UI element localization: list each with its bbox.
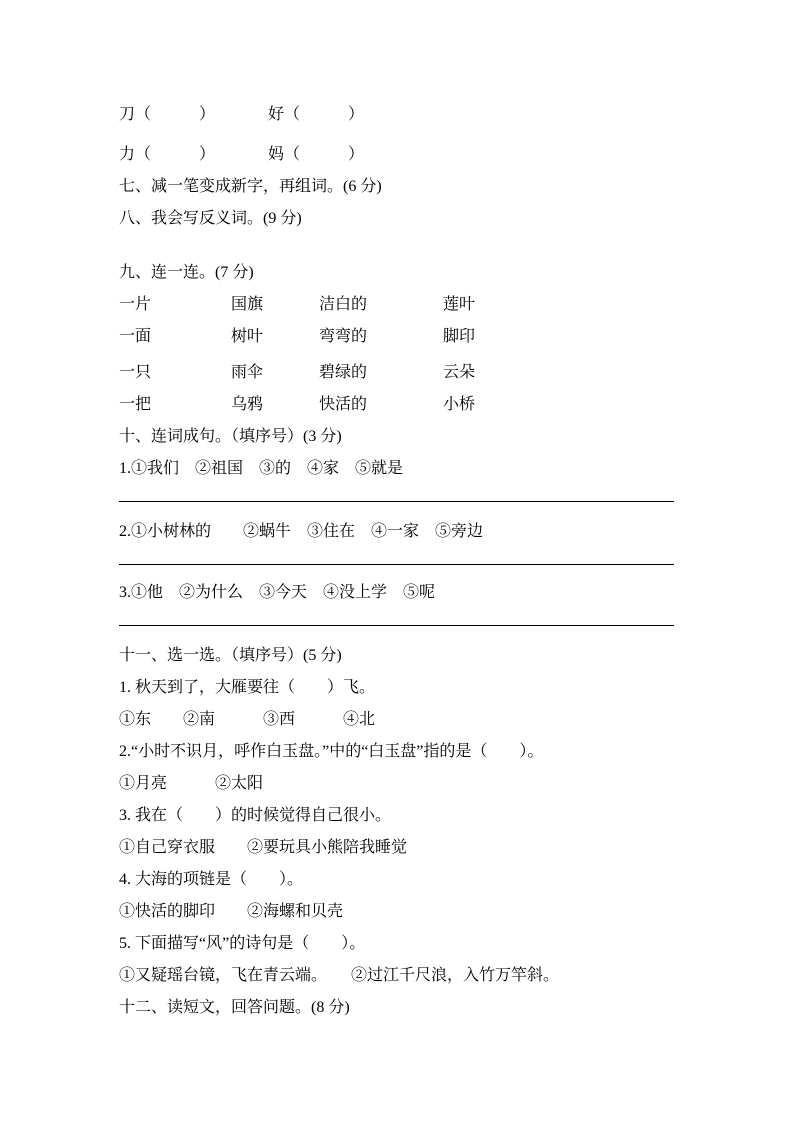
- match-cell: 国旗: [231, 296, 264, 313]
- answer-line: [119, 485, 674, 502]
- choice-question-1: 1. 秋天到了，大雁要往（ ）飞。: [119, 679, 376, 696]
- match-cell: 一片: [119, 296, 152, 313]
- sentence-item-3: 3.①他 ②为什么 ③今天 ④没上学 ⑤呢: [119, 584, 436, 601]
- sentence-item-1: 1.①我们 ②祖国 ③的 ④家 ⑤就是: [119, 460, 404, 477]
- match-cell: 脚印: [443, 328, 476, 345]
- answer-line: [119, 609, 674, 626]
- match-cell: 弯弯的: [319, 328, 368, 345]
- choice-options-5: ①又疑瑶台镜，飞在青云端。 ②过江千尺浪，入竹万竿斜。: [119, 967, 560, 984]
- section-heading-12: 十二、读短文，回答问题。(8 分): [119, 999, 350, 1016]
- answer-line: [119, 548, 674, 565]
- fill-in-word-row: [119, 139, 674, 171]
- match-row: [119, 289, 674, 321]
- match-cell: 一面: [119, 328, 152, 345]
- section-heading-10: 十、连词成句。（填序号）(3 分): [119, 428, 342, 445]
- match-cell: 乌鸦: [231, 396, 264, 413]
- fill-in-blank: 力（ ）: [119, 146, 216, 163]
- match-cell: 快活的: [319, 396, 368, 413]
- fill-in-blank: 妈（ ）: [268, 146, 365, 163]
- section-heading-9: 九、连一连。(7 分): [119, 264, 254, 281]
- fill-in-blank: 刀（ ）: [119, 106, 216, 123]
- section-heading-11: 十一、选一选。（填序号）(5 分): [119, 647, 342, 664]
- match-cell: 洁白的: [319, 296, 368, 313]
- match-cell: 云朵: [443, 364, 476, 381]
- choice-question-3: 3. 我在（ ）的时候觉得自己很小。: [119, 807, 392, 824]
- choice-question-5: 5. 下面描写“风”的诗句是（ ）。: [119, 935, 366, 952]
- match-cell: 雨伞: [231, 364, 264, 381]
- match-cell: 莲叶: [443, 296, 476, 313]
- match-row: [119, 389, 674, 421]
- choice-options-2: ①月亮 ②太阳: [119, 775, 264, 792]
- choice-options-3: ①自己穿衣服 ②要玩具小熊陪我睡觉: [119, 839, 408, 856]
- choice-question-4: 4. 大海的项链是（ ）。: [119, 871, 304, 888]
- match-cell: 一只: [119, 364, 152, 381]
- match-cell: 碧绿的: [319, 364, 368, 381]
- match-cell: 一把: [119, 396, 152, 413]
- section-heading-8: 八、我会写反义词。(9 分): [119, 210, 302, 227]
- choice-options-1: ①东 ②南 ③西 ④北: [119, 711, 376, 728]
- match-cell: 树叶: [231, 328, 264, 345]
- section-heading-7: 七、减一笔变成新字，再组词。(6 分): [119, 178, 382, 195]
- choice-options-4: ①快活的脚印 ②海螺和贝壳: [119, 903, 344, 920]
- fill-in-word-row: [119, 99, 674, 131]
- fill-in-blank: 好（ ）: [268, 106, 365, 123]
- sentence-item-2: 2.①小树林的 ②蜗牛 ③住在 ④一家 ⑤旁边: [119, 523, 484, 540]
- match-row: [119, 321, 674, 353]
- match-cell: 小桥: [443, 396, 476, 413]
- match-row: [119, 357, 674, 389]
- choice-question-2: 2.“小时不识月，呼作白玉盘。”中的“白玉盘”指的是（ ）。: [119, 743, 544, 760]
